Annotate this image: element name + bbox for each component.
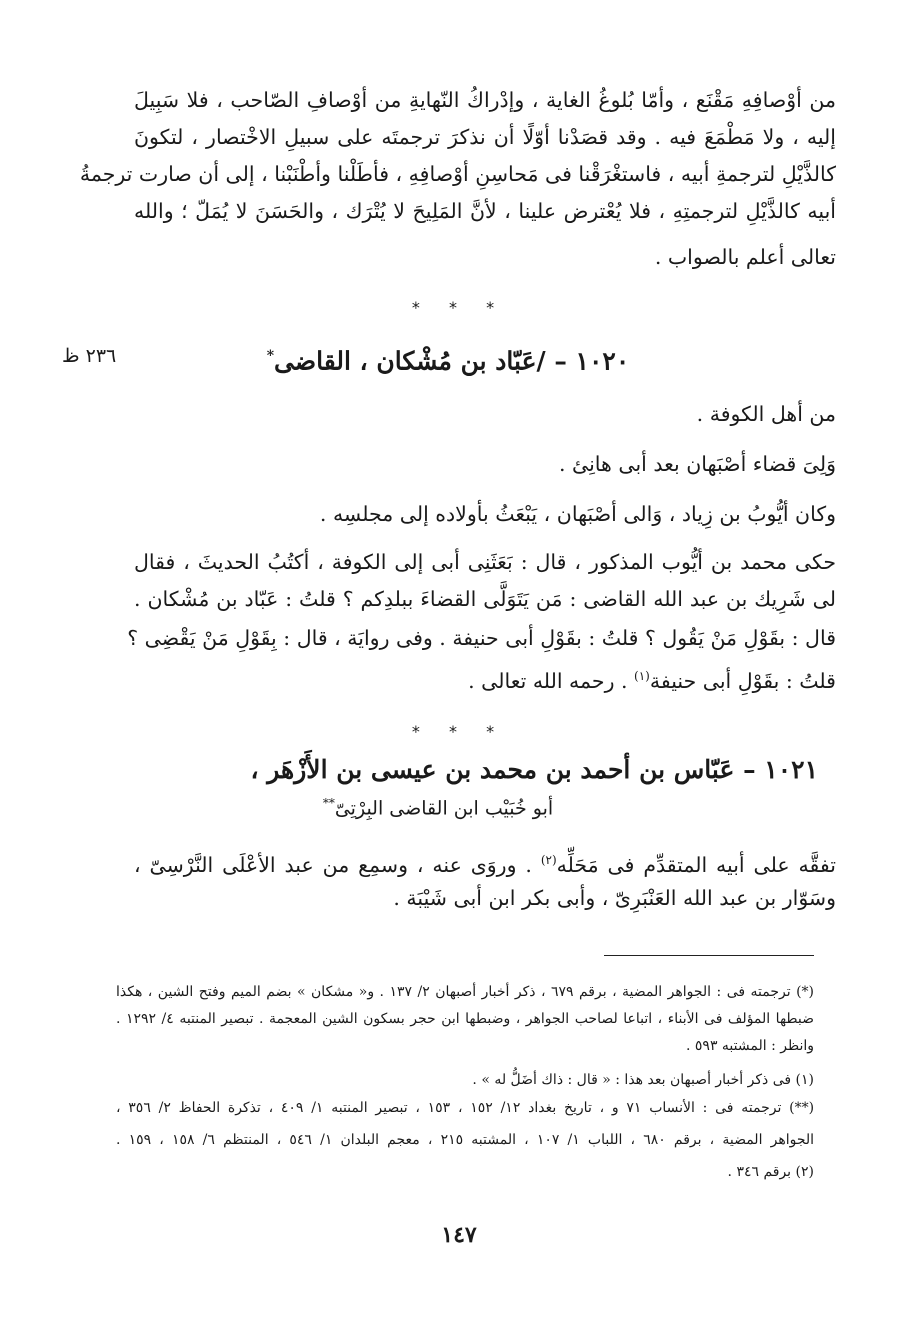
entry-title: ١٠٢١ – عَبّاس بن أحمد بن محمد بن عيسى بن الأَزْهَر ،: [250, 755, 818, 784]
footnote-line: (**) ترجمته فى : الأنساب ٧١ و ، تاريخ بغداد ١٢/ ١٥٢ ، ١٥٣ ، تبصير المنتبه ١/ ٤٠٩ ، تذكرة الحفاظ ٢/ ٣٥٦ ،: [116, 1100, 815, 1116]
body-line: [134, 658, 836, 700]
footnote-line: وانظر : المشتبه ٥٩٣ .: [686, 1038, 814, 1054]
footnote-ref: (١): [634, 669, 650, 683]
body-line: وسَوّار بن عبد الله العَنْبَرِىّ ، وأبى بكر ابن أبى شَيْبَة .: [393, 886, 836, 910]
footnote-line: ضبطها المؤلف فى الأبناء ، اتباعا لصاحب الجواهر ، وضبطها ابن حجر بسكون الشين المعجمة . تبصير المنتبه ٤/ ١٢٩٢ .: [116, 1011, 814, 1027]
body-line: أبيه كالذَّيْلِ لترجمتِهِ ، فلا يُعْترض علينا ، لأنَّ المَلِيحَ لا يُتْرَك ، والحَسَنَ لا يُمَلّ ؛ والله: [134, 199, 836, 223]
body-text: تفقَّه على أبيه المتقدِّم فى مَحَلِّه: [556, 852, 836, 877]
entry-title-text: ١٠٢٠ – /عَبّاد بن مُشْكان ، القاضى: [274, 346, 630, 376]
footnote-mark: *: [266, 348, 275, 364]
body-line: [134, 842, 836, 884]
body-line: كالذَّيْلِ لترجمةِ أبيه ، فاستغْرَقْنا فى مَحاسِنِ أوْصافِهِ ، فأطَلْنا وأطْنَبْنا ، إلى أن صارت ترجمةُ: [79, 162, 836, 186]
footnote-line: الجواهر المضية ، برقم ٦٨٠ ، اللباب ١/ ١٠٧ ، المشتبه ٢١٥ ، معجم البلدان ١/ ٥٤٦ ، المنتظم ٦/ ١٥٨ ، ١٥٩ .: [116, 1132, 815, 1148]
page-number: ١٤٧: [441, 1222, 477, 1248]
footnote-rule: [604, 955, 814, 956]
entry-title: [248, 336, 648, 381]
body-line: من أوْصافِهِ مَقْنَع ، وأمّا بُلوغُ الغاية ، وإدْراكُ النّهايةِ من أوْصافِ الصّاحب ، فلا سَبِيلَ: [134, 88, 836, 112]
body-text: . رحمه الله تعالى .: [468, 668, 635, 693]
body-line: من أهل الكوفة .: [696, 402, 836, 426]
body-line: وَلِىَ قضاء أصْبَهان بعد أبى هانِئ .: [558, 452, 836, 476]
footnote-line: (١) فى ذكر أخبار أصبهان بعد هذا : « قال : ذاك أضَلُّ له » .: [472, 1072, 814, 1088]
footnote-line: (٢) برقم ٣٤٦ .: [727, 1164, 814, 1180]
body-line: حكى محمد بن أيُّوب المذكور ، قال : بَعَثَنِى أبى إلى الكوفة ، أكتُبُ الحديثَ ، فقال: [134, 550, 836, 574]
footnote-ref: (٢): [540, 853, 557, 867]
entry-subtitle: [288, 788, 588, 823]
section-separator: * * *: [411, 298, 507, 317]
body-line: إليه ، ولا مَطْمَعَ فيه . وقد قصَدْنا أوّلًا أن نذكرَ ترجمتَه على سبيلِ الاخْتصار ، لتكونَ: [134, 125, 836, 149]
footnote-mark: **: [322, 796, 335, 810]
body-text: . وروَى عنه ، وسمِع من عبد الأعْلَى النَّرْسِىّ ،: [134, 852, 541, 877]
body-line: وكان أيُّوبُ بن زِياد ، وَالى أصْبَهان ، يَبْعَثُ بأولاده إلى مجلسِه .: [319, 502, 836, 526]
footnote-line: (*) ترجمته فى : الجواهر المضية ، برقم ٦٧٩ ، ذكر أخبار أصبهان ٢/ ١٣٧ . و« مشكان » بضم الميم وفتح الشين ، هكذا: [116, 984, 814, 1000]
entry-subtitle-text: أبو خُبَيْب ابن القاضى البِرْتِىّ: [334, 797, 554, 820]
section-separator: * * *: [411, 722, 507, 741]
body-line: قال : بقَوْلِ مَنْ يَقُول ؟ قلتُ : بقَوْلِ أبى حنيفة . وفى روايَة ، قال : بِقَوْلِ مَنْ يَقْضِى ؟: [127, 626, 836, 650]
body-line: لى شَرِيك بن عبد الله القاضى : مَن يَتَوَلَّى القضاءَ ببلدِكم ؟ قلتُ : عَبّاد بن مُشْكان .: [134, 587, 836, 611]
body-text: قلتُ : بقَوْلِ أبى حنيفة: [649, 668, 836, 693]
body-line: تعالى أعلم بالصواب .: [654, 245, 836, 269]
manuscript-folio-note: ٢٣٦ ظ: [62, 345, 117, 367]
